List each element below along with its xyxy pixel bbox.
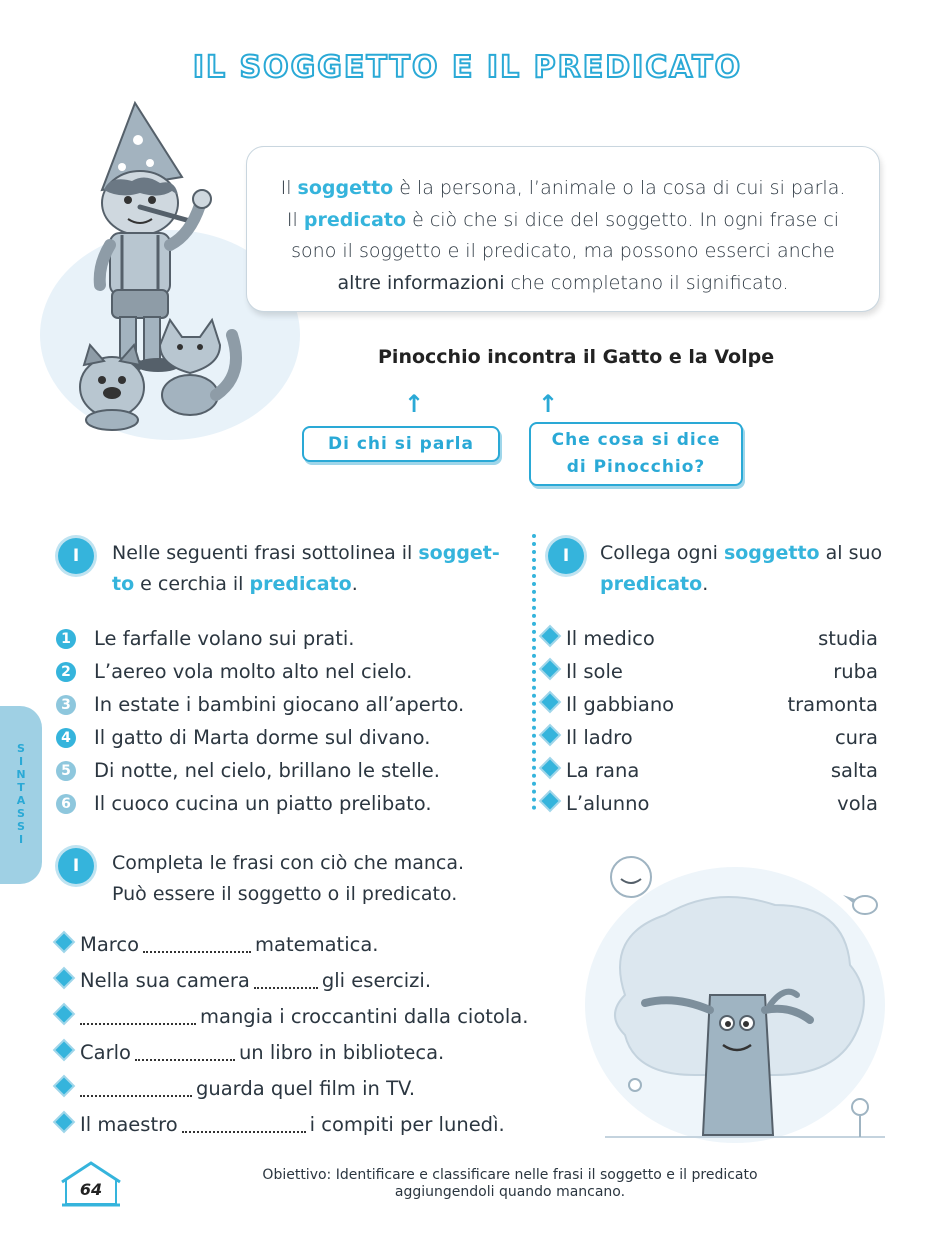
number-icon: 5 xyxy=(56,761,76,781)
list-item: 1 Le farfalle volano sui prati. xyxy=(56,622,464,655)
predicate-item: tramonta xyxy=(787,693,878,716)
bullet-icon xyxy=(542,760,559,777)
keyword-altre-informazioni: altre informazioni xyxy=(337,271,505,294)
fill-in-item: Nella sua camera gli esercizi. xyxy=(54,963,528,999)
predicate-label: Che cosa si dice di Pinocchio? xyxy=(529,422,743,486)
bullet-icon xyxy=(542,727,559,744)
arrow-up-icon: ↑ xyxy=(404,390,425,418)
predicate-item: cura xyxy=(834,726,878,749)
bullet-icon xyxy=(56,1006,73,1023)
predicate-item: studia xyxy=(818,627,878,650)
exercise-badge-icon: I xyxy=(548,538,584,574)
predicate-item: salta xyxy=(830,759,878,782)
bullet-icon xyxy=(56,934,73,951)
exercise1-list xyxy=(56,622,464,820)
subject-item: Il ladro xyxy=(540,721,674,754)
blank-field[interactable] xyxy=(80,1077,192,1097)
definition-line-4: altre informazioni che completano il significato. xyxy=(337,271,789,294)
fill-in-item: Il maestro i compiti per lunedì. xyxy=(54,1107,528,1143)
page-title: IL SOGGETTO E IL PREDICATO xyxy=(192,50,743,85)
bullet-icon xyxy=(56,1114,73,1131)
bullet-icon xyxy=(56,970,73,987)
footer-objective: Obiettivo: Identificare e classificare nelle frasi il soggetto e il predicato aggiungendoli quando mancano. xyxy=(262,1167,758,1200)
pinocchio-cat-fox-illustration xyxy=(40,95,250,435)
list-item: 3 In estate i bambini giocano all’aperto. xyxy=(56,688,464,721)
exercise-badge-icon: I xyxy=(58,538,94,574)
definition-line-1: Il soggetto è la persona, l’animale o la cosa di cui si parla. xyxy=(280,177,846,199)
section-side-tab xyxy=(0,706,42,884)
bullet-icon xyxy=(542,793,559,810)
predicate-item: ruba xyxy=(833,660,878,683)
list-item: 4 Il gatto di Marta dorme sul divano. xyxy=(56,721,464,754)
subject-item: L’alunno xyxy=(540,787,674,820)
subject-item: Il sole xyxy=(540,655,674,688)
blank-field[interactable] xyxy=(80,1005,196,1025)
tree-sun-bird-illustration xyxy=(585,845,897,1145)
predicate-item: vola xyxy=(837,792,878,815)
arrow-up-icon: ↑ xyxy=(538,390,559,418)
list-item: 6 Il cuoco cucina un piatto prelibato. xyxy=(56,787,464,820)
list-item: 5 Di notte, nel cielo, brillano le stelle. xyxy=(56,754,464,787)
subject-label: Di chi si parla xyxy=(302,426,500,462)
definition-line-2: Il predicato è ciò che si dice del soggetto. In ogni frase ci xyxy=(286,208,840,231)
keyword-soggetto: soggetto xyxy=(297,177,394,199)
fill-in-item: Carlo un libro in biblioteca. xyxy=(54,1035,528,1071)
blank-field[interactable] xyxy=(254,969,318,989)
blank-field[interactable] xyxy=(143,933,251,953)
bullet-icon xyxy=(56,1078,73,1095)
subject-item: La rana xyxy=(540,754,674,787)
number-icon: 1 xyxy=(56,629,76,649)
definition-box xyxy=(246,146,880,312)
list-item: 2 L’aereo vola molto alto nel cielo. xyxy=(56,655,464,688)
subject-item: Il gabbiano xyxy=(540,688,674,721)
bullet-icon xyxy=(542,628,559,645)
blank-field[interactable] xyxy=(182,1113,306,1133)
column-divider xyxy=(532,534,536,810)
exercise3-instruction: Completa le frasi con ciò che manca. Può essere il soggetto o il predicato. xyxy=(112,852,465,905)
example-sentence: Pinocchio incontra il Gatto e la Volpe xyxy=(378,346,775,368)
bullet-icon xyxy=(542,661,559,678)
fill-in-item: Marco matematica. xyxy=(54,927,528,963)
page-number: 64 xyxy=(79,1180,103,1199)
bullet-icon xyxy=(542,694,559,711)
exercise2-subjects xyxy=(540,622,674,820)
number-icon: 6 xyxy=(56,794,76,814)
number-icon: 4 xyxy=(56,728,76,748)
side-tab-label: S I N T A S S I xyxy=(16,742,26,846)
fill-in-item: guarda quel film in TV. xyxy=(54,1071,528,1107)
fill-in-item: mangia i croccantini dalla ciotola. xyxy=(54,999,528,1035)
bullet-icon xyxy=(56,1042,73,1059)
number-icon: 3 xyxy=(56,695,76,715)
exercise1-instruction: Nelle seguenti frasi sottolinea il sogget- to e cerchia il predicato. xyxy=(112,542,500,595)
exercise2-instruction: Collega ogni soggetto al suo predicato. xyxy=(600,542,883,595)
exercise2-predicates xyxy=(760,622,878,820)
definition-line-3: sono il soggetto e il predicato, ma possono esserci anche xyxy=(291,240,835,262)
subject-item: Il medico xyxy=(540,622,674,655)
exercise-badge-icon: I xyxy=(58,848,94,884)
exercise3-list xyxy=(54,927,528,1143)
keyword-predicato: predicato xyxy=(303,208,407,231)
number-icon: 2 xyxy=(56,662,76,682)
blank-field[interactable] xyxy=(135,1041,235,1061)
